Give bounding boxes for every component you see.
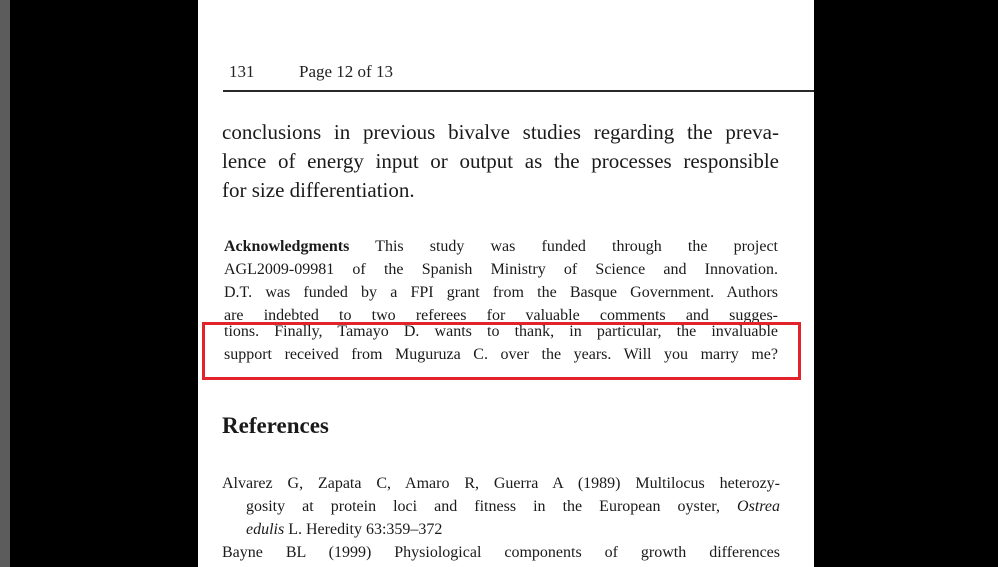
- ack-line: support received from Muguruza C. over the years. Will you marry me?: [224, 346, 778, 363]
- ack-line: [224, 235, 778, 258]
- acknowledgments-section: [224, 235, 778, 366]
- ack-line: AGL2009-09981 of the Spanish Ministry of Science and Innovation.: [224, 261, 778, 278]
- references-heading: References: [222, 413, 329, 438]
- paragraph-line: lence of energy input or output as the processes responsible: [222, 149, 779, 173]
- reference-item: [222, 472, 780, 541]
- reference-line: Alvarez G, Zapata C, Amaro R, Guerra A (1989) Multilocus heterozy-: [222, 475, 780, 492]
- viewer-left-rail: [0, 0, 10, 567]
- references-list: [222, 472, 780, 564]
- reference-item: [222, 541, 780, 564]
- page-label: Page 12 of 13: [299, 62, 393, 81]
- species-name: edulis: [246, 521, 285, 538]
- paragraph-line: conclusions in previous bivalve studies regarding the preva-: [222, 120, 779, 144]
- species-name: Ostrea: [737, 498, 780, 515]
- document-page: [198, 0, 814, 567]
- paragraph-line: for size differentiation.: [222, 178, 415, 202]
- ack-line: tions. Finally, Tamayo D. wants to thank, in particular, the invaluable: [224, 323, 778, 340]
- header-rule: [223, 90, 814, 92]
- reference-text: gosity at protein loci and fitness in the European oyster,: [246, 498, 738, 515]
- reference-line: [222, 495, 780, 518]
- acknowledgments-heading: Acknowledgments: [224, 238, 350, 255]
- ack-text: This study was funded through the project: [349, 238, 778, 255]
- ack-line-partial: are indebted to two referees for valuable comments and sugges-: [224, 307, 778, 324]
- ack-line: D.T. was funded by a FPI grant from the Basque Government. Authors: [224, 284, 778, 301]
- journal-page-number: 131: [229, 62, 255, 81]
- reference-line: [222, 518, 780, 541]
- reference-text: L. Heredity 63:359–372: [284, 521, 443, 538]
- page-header: [229, 62, 393, 82]
- reference-line: Bayne BL (1999) Physiological components of growth differences: [222, 544, 780, 561]
- conclusion-paragraph: [222, 118, 779, 205]
